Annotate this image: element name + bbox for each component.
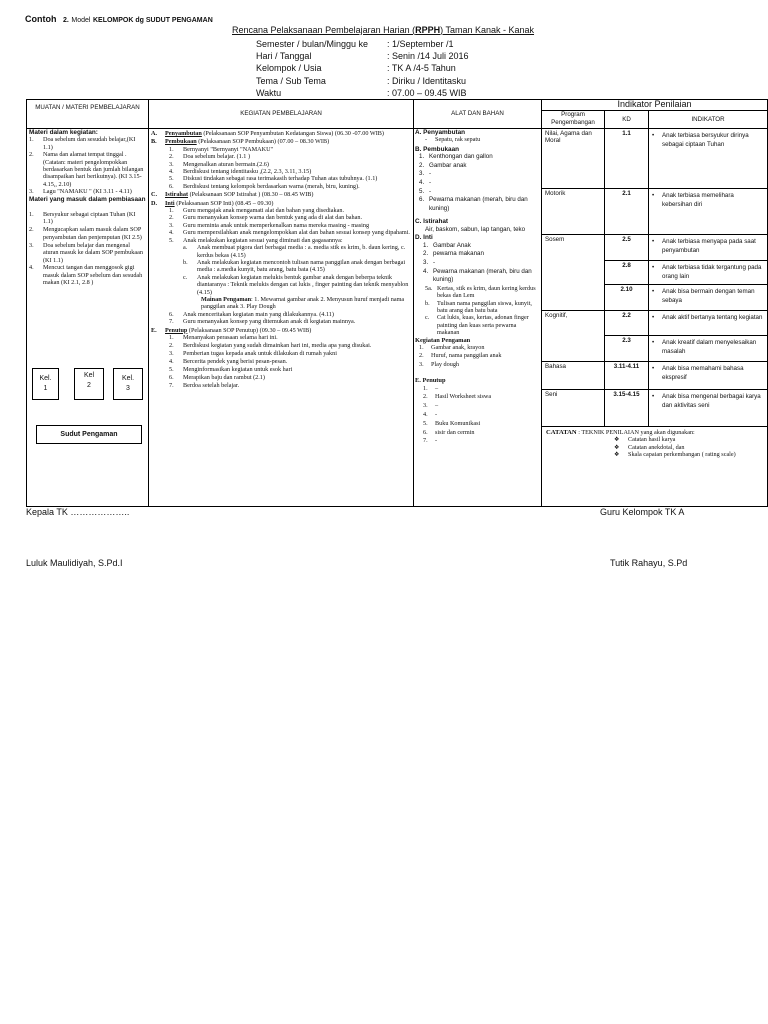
materi-kegiatan-item: 2. Nama dan alamat tempat tinggal . (Catatan: materi pengelompokkan berdasarkan bentuk dan jumlah bilangan disampaikan hari berikutnya). (KI 3.15-4.15,, 2.10): [29, 151, 144, 188]
kegiatan-item: 6. Merapikan baju dan rambut (2.1): [169, 373, 265, 381]
meta-value: : Senin /14 Juli 2016: [387, 51, 469, 62]
meta-row: [256, 50, 469, 62]
kd-cell: 2.8: [622, 262, 631, 269]
meta-row: [256, 87, 469, 99]
bullet-icon: •: [652, 264, 655, 271]
kegiatan-subitem: a. Anak membuat pigora dari berbagai media : a. media stik es krim, b. daun kering, c. kerdus bekas (4.15): [183, 244, 406, 259]
kegiatan-item: 7. Guru menanyakan konsep yang ditemukan anak di kegiatan mainnya.: [169, 318, 356, 326]
kegiatan-item: 6. Anak menceritakan kegiatan main yang dilakukannya. (4.11): [169, 310, 334, 318]
alat-item: 3. -: [423, 258, 436, 266]
alat-title-a: A. Penyambutan: [415, 129, 466, 136]
materi-pembiasaan-item: 2. Mengucapkan salam masuk dalam SOP penyambutan dan penjemputan (KI 2.5): [29, 226, 142, 241]
kegiatan-section-d: D. Inti (Pelaksanaan SOP Inti) (08.45 – 09.30): [151, 199, 274, 207]
meta-label: Waktu: [256, 87, 282, 98]
heading-prefix: Contoh: [25, 14, 57, 24]
bullet-icon: •: [652, 365, 655, 372]
kegiatan-item: 1. Guru mengajak anak mengamati alat dan bahan yang disediakan.: [169, 207, 344, 215]
meta-row: [256, 75, 469, 87]
meta-label: Tema / Sub Tema: [256, 75, 326, 86]
alat-title-e: E. Penutup: [415, 377, 446, 385]
alat-item: 5. -: [419, 187, 432, 195]
diamond-bullet-icon: ❖: [614, 436, 620, 444]
alat-item: 1. Gambar Anak: [423, 241, 471, 249]
indikator-cell: • Anak terbiasa tidak tergantung pada orang lain: [652, 264, 762, 280]
bullet-icon: •: [652, 288, 655, 295]
alat-title-d: D. Inti: [415, 234, 433, 242]
bullet-icon: •: [652, 339, 655, 346]
kegiatan-item: 7. Berdoa setelah belajar.: [169, 381, 240, 389]
alat-item: 1. Kenthongan dan gallon: [419, 153, 493, 161]
alat-item: 3. Play dough: [419, 360, 460, 368]
diamond-bullet-icon: ❖: [614, 451, 620, 459]
kegiatan-subitem: b. Anak melakukan kegiatan mencontoh tulisan nama panggilan anak dengan berbagai media : a.media kunyit, batu arang, batu bata (4.15): [183, 258, 406, 274]
kegiatan-subitem: c. Anak melakukan kegiatan melukis bentuk gambar anak dengan beberpa teknik diantaranya : Teknik melukis dengan cat lukis , finger painting dan teknik menyablon (4.15): [183, 273, 409, 296]
kegiatan-item: 4. Berdiskusi tentang identitasku ,(2.2, 2.3, 3.11, 3.15): [169, 168, 312, 176]
kd-cell: 2.10: [620, 286, 633, 293]
alat-item: 3. –: [423, 402, 439, 410]
bullet-icon: •: [652, 238, 655, 245]
materi-kegiatan-title: Materi dalam kegiatan:: [29, 129, 98, 136]
alat-item: 2. Gambar anak: [419, 161, 467, 169]
catatan-item: ❖ Catatan hasil karya: [614, 436, 676, 444]
indikator-cell: • Anak bisa memahami bahasa ekspresif: [652, 365, 744, 381]
mainan-pengaman: Mainan Pengaman: 1. Mewarnai gambar anak 2. Menyusun huruf menjadi nama panggilan anak 3. Play Dough: [201, 295, 405, 311]
header-muatan: MUATAN / MATERI PEMBELAJARAN: [35, 104, 140, 111]
alat-item: 2. Hasil Worksheet siswa: [423, 393, 492, 401]
indikator-cell: • Anak kreatif dalam menyelesaikan masalah: [652, 339, 757, 355]
alat-subitem: b. Tulisan nama panggilan siswa, kunyit, batu arang dan batu bata: [425, 299, 532, 314]
materi-kegiatan-item: 3. Lagu "NAMAKU " (KI 3.11 - 4.11): [29, 188, 132, 196]
kepala-label: Kepala TK ………………..: [26, 507, 130, 517]
meta-value: : 07.00 – 09.45 WIB: [387, 87, 467, 98]
alat-item: 7. -: [423, 437, 438, 445]
indikator-cell: • Anak terbiasa memelihara kebersihan diri: [652, 192, 734, 208]
program-cell: Bahasa: [545, 363, 566, 370]
kd-cell: 1.1: [622, 130, 631, 137]
diamond-bullet-icon: ❖: [614, 443, 620, 451]
kegiatan-section-a: A. Penyambutan (Pelaksanaan SOP Penyambutan Kedatangan Siswa) (06.30 -07.00 WIB): [151, 130, 384, 137]
meta-label: Hari / Tanggal: [256, 51, 312, 62]
header-alat: ALAT DAN BAHAN: [451, 110, 504, 117]
header-program: Program Pengembangan: [551, 111, 595, 126]
indikator-cell: • Anak bisa mengenal berbagai karya dan aktivitas seni: [652, 393, 761, 409]
meta-value: : 1/September /1: [387, 39, 454, 49]
meta-value: : TK A /4-5 Tahun: [387, 63, 456, 74]
kepala-name: Luluk Maulidiyah, S.Pd.I: [26, 558, 123, 568]
rpph-title: Rencana Pelaksanaan Pembelajaran Harian (RPPH) Taman Kanak - Kanak: [232, 25, 535, 35]
catatan-item: ❖ Skala capaian perkembangan ( rating scale): [614, 451, 736, 459]
materi-kegiatan-item: 1. Doa sebelum dan sesudah belajar,(KI 1.1): [29, 136, 136, 151]
kd-cell: 3.15-4.15: [613, 391, 640, 398]
kegiatan-item: 1. Menanyakan perasaan selama hari ini.: [169, 333, 278, 341]
kegiatan-section-e: E. Penutup (Pelaksanaan SOP Penutup) (09.30 – 09.45 WIB): [151, 326, 312, 334]
catatan-section: [546, 429, 764, 459]
bullet-icon: •: [652, 132, 655, 139]
program-cell: Motorik: [545, 190, 566, 197]
alat-item: 5. Buku Komunikasi: [423, 419, 481, 427]
catatan-item: ❖ Catatan anekdotal, dan: [614, 443, 685, 451]
alat-item: 4. -: [423, 411, 438, 419]
catatan-text: : TEKNIK PENILAIAN yang akan digunakan:: [578, 429, 695, 436]
kegiatan-column: [151, 129, 410, 390]
meta-value: : Diriku / Identitasku: [387, 75, 467, 86]
kegiatan-item: 4. Guru mempersilahkan anak mengelompokkan alat dan bahan sesuai konsep yang dipahami.: [169, 229, 410, 237]
alat-item: 6. Pewarna makanan (merah, biru dan kuning): [419, 196, 528, 212]
alat-item: 2. Huruf, nama panggilan anak: [419, 352, 502, 360]
alat-subitem: 5a. Kertas, stik es krim, daun kering kerdus bekas dan Lem: [425, 284, 536, 300]
indikator-cell: • Anak terbiasa bersyukur dirinya sebagai ciptaan Tuhan: [652, 132, 749, 148]
materi-pembiasaan-item: 4. Mencuci tangan dan menggosok gigi masuk dalam SOP sebelum dan sesudah makan (KI 2.1, 2.8 ): [29, 264, 143, 287]
bullet-icon: •: [652, 393, 655, 400]
alat-istirahat-text: Air, baskom, sabun, lap tangan, teko: [425, 225, 526, 233]
header-indikator-penilaian: Indikator Penilaian: [617, 99, 692, 109]
header-kd: KD: [622, 116, 631, 123]
alat-item: 3. -: [419, 170, 432, 178]
kd-cell: 2.2: [622, 312, 631, 319]
guru-name: Tutik Rahayu, S.Pd: [610, 558, 688, 568]
heading-number: 2.: [63, 17, 69, 24]
kegiatan-item: 3. Mengenalkan aturan bermain.(2.6): [169, 160, 269, 168]
document-heading: [25, 14, 213, 24]
kegiatan-item: 5. Diskusi tindakan sebagai rasa terimakasih terhadap Tuhan atas tubuhnya. (1.1): [169, 175, 378, 183]
kegiatan-item: 2. Doa sebelum belajar. (1.1 ): [169, 153, 251, 161]
kegiatan-item: 2. Berdiskusi kegiatan yang sudah dimainkan hari ini, media apa yang disukai.: [169, 341, 372, 349]
kegiatan-item: 1. Bernyanyi "Bernyanyi "NAMAKU": [169, 145, 274, 153]
catatan-label: CATATAN: [546, 429, 577, 436]
guru-label: Guru Kelompok TK A: [600, 507, 685, 517]
kel-box-1: Kel. 1: [32, 368, 59, 400]
indikator-cell: • Anak aktif bertanya tentang kegiatan: [652, 314, 763, 321]
heading-model-word: Model: [71, 17, 91, 24]
program-cell: Nilai, Agama dan Moral: [545, 130, 592, 145]
alat-item: 1. –: [423, 384, 439, 392]
kd-cell: 3.11-4.11: [613, 363, 640, 370]
kel-box-2: Kel 2: [74, 368, 104, 400]
alat-title-c: C. Istirahat: [415, 218, 449, 226]
materi-kegiatan-list: [29, 136, 146, 195]
kegiatan-section-b: B. Pembukaan (Pelaksanaan SOP Pembukaan) (07.00 – 08.30 WIB): [151, 138, 330, 146]
alat-item: - Sepatu, rak sepatu: [425, 136, 481, 144]
indikator-cell: • Anak terbiasa menyapa pada saat penyambutan: [652, 238, 756, 254]
indikator-cell: • Anak bisa bermain dengan teman sebaya: [652, 288, 755, 304]
alat-item: 1. Gambar anak, krayon: [419, 344, 485, 351]
program-cell: Kognitif,: [545, 312, 568, 319]
bullet-icon: •: [652, 192, 655, 199]
materi-pembiasaan-item: 1. Bersyukur sebagai ciptaan Tuhan (KI 1.1): [29, 211, 136, 226]
materi-pembiasaan-list: [29, 211, 146, 287]
alat-subitem: c. Cat lukis, kuas, kertas, adonan finger painting dan kuas serta pewarna makanan: [425, 314, 529, 337]
meta-label: Semester / bulan/Minggu ke: [256, 39, 369, 49]
kegiatan-item: 4. Bercerita pendek yang berisi pesan-pesan.: [169, 357, 288, 365]
kd-cell: 2.1: [622, 190, 631, 197]
alat-title-b: B. Pembukaan: [415, 145, 460, 153]
muatan-column: [29, 129, 146, 287]
catatan-list: [546, 436, 764, 458]
materi-pembiasaan-item: 3. Doa sebelum belajar dan mengenal aturan masuk ke dalam SOP pembukaan (KI 1.1): [29, 241, 143, 264]
meta-row: [256, 38, 469, 50]
meta-row: [256, 62, 469, 74]
bullet-icon: •: [652, 314, 655, 321]
kegiatan-item: 5. Menginformasikan kegiatan untuk esok hari: [169, 365, 293, 373]
alat-title-pengaman: Kegiatan Pengaman: [415, 336, 471, 344]
heading-model-name: KELOMPOK dg SUDUT PENGAMAN: [92, 17, 213, 24]
header-kegiatan: KEGIATAN PEMBELAJARAN: [240, 110, 322, 117]
program-cell: Seni: [545, 391, 558, 398]
sudut-pengaman-box: Sudut Pengaman: [36, 425, 142, 444]
alat-item: 4. -: [419, 179, 432, 186]
alat-item: 2. pewarna makanan: [423, 250, 484, 258]
kegiatan-item: 2. Guru menanyakan konsep warna dan bentuk yang ada di alat dan bahan.: [169, 214, 363, 222]
kegiatan-item: 3. Guru meminta anak untuk memperkenalkan nama mereka masing - masing: [169, 221, 370, 229]
kegiatan-item: 3. Pemberian tugas kepada anak untuk dilakukan di rumah yakni: [169, 349, 337, 357]
alat-column: [415, 129, 539, 446]
kegiatan-item: 6. Berdiskusi tentang kelompok berdasarkan warna (merah, biru, kuning).: [169, 182, 360, 190]
alat-item: 4. Pewarna makanan (merah, biru dan kuning): [423, 267, 532, 284]
kd-cell: 2.3: [622, 337, 631, 344]
meta-block: [256, 38, 469, 99]
kd-cell: 2.5: [622, 236, 631, 243]
materi-pembiasaan-title: Materi yang masuk dalam pembiasaan: [29, 195, 146, 203]
program-cell: Sosem: [545, 236, 565, 243]
alat-item: 6. sisir dan cermin: [423, 428, 475, 436]
kegiatan-item: 5. Anak melakukan kegiatan sesuai yang diminati dan gagasannya:: [169, 236, 343, 244]
kegiatan-section-c: C. Istirahat (Pelaksanaan SOP Istirahat ) (08.30 – 08.45 WIB): [151, 191, 314, 199]
kel-box-3: Kel. 3: [113, 368, 143, 400]
meta-label: Kelompok / Usia: [256, 63, 322, 74]
header-indikator: INDIKATOR: [691, 116, 725, 123]
